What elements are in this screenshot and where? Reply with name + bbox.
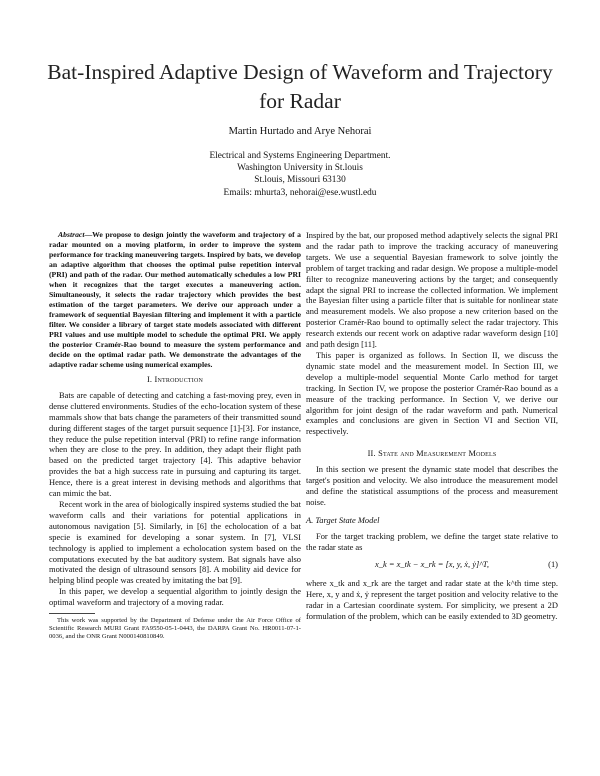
section-numeral: II. [367, 449, 376, 459]
equation-number: (1) [548, 559, 558, 570]
affiliation-line: Electrical and Systems Engineering Department. [209, 151, 391, 161]
section-title: State and Measurement Models [378, 449, 497, 459]
right-column [306, 230, 558, 622]
equation-1 [306, 556, 558, 574]
left-column [49, 230, 301, 642]
paper-authors: Martin Hurtado and Arye Nehorai [228, 126, 372, 137]
paper-title: Bat-Inspired Adaptive Design of Waveform and Trajectory for Radar [47, 60, 553, 113]
body-paragraph: Bats are capable of detecting and catching a fast-moving prey, even in dense cluttered environments. Studies of the echo-location system of these mammals show that bats change the parameters of their transmitted sound during different stages of the target pursuit sequence [1]-[3]. For instance, they reduce the pulse repetition interval (PRI) to refine range information when they are close to the prey. In addition, they adapt their flight path based on the predicted target trajectory [4]. This adaptive behavior provides the bat a high success rate in pursuing and capturing its target. Hence, there is a great interest in devising methods and algorithms that can mimic the bat. [49, 389, 301, 499]
affiliation-emails: Emails: mhurta3, nehorai@ese.wustl.edu [223, 187, 377, 198]
funding-footnote: This work was supported by the Department of Defense under the Air Force Office of Scientific Research MURI Grant FA9550-05-1-0443, the DARPA Grant No. HR0011-07-1-0036, and the ONR Grant N000140810849. [49, 617, 301, 641]
subsection-heading: A. Target State Model [306, 514, 380, 525]
abstract-label: Abstract [58, 230, 85, 239]
affiliation-line: Washington University in St.louis [237, 163, 363, 174]
body-paragraph: In this section we present the dynamic state model that describes the target's position and velocity. We also introduce the measurement model and define the statistical assumptions of the process and measurement noise. [306, 464, 558, 507]
section-title: Introduction [154, 375, 204, 384]
footnote-rule [49, 613, 95, 614]
equation-body: x_k = x_tk − x_rk = [x, y, ẋ, ẏ]^T, [375, 559, 489, 570]
section-heading-models [306, 449, 558, 460]
body-paragraph: This paper is organized as follows. In Section II, we discuss the dynamic state model and the measurement model. In Section III, we develop a multiple-model sequential Monte Carlo method for target tracking. In Section IV, we propose the posterior Cramér-Rao bound as a measure of the tracking performance. In Section V, we derive our algorithm for joint design of the radar waveform and path. Numerical examples and conclusions are given in Section VI and Section VII, respectively. [306, 349, 558, 437]
section-heading-introduction [49, 375, 301, 386]
body-paragraph: Inspired by the bat, our proposed method adaptively selects the signal PRI and the radar path to improve the tracking accuracy of maneuvering targets. We use a sequential Bayesian framework to solve jointly the problem of target tracking and radar design. We propose a multiple-model filter to recognize maneuvering actions by the target; and consequently adapt the signal PRI to increase the collected information. We implement the Bayesian filter using a particle filter that is suitable for nonlinear state and measurement models. We also propose a new criterion based on the posterior Cramér-Rao bound to optimally select the radar trajectory. This research extends our recent work on adaptive radar waveform design [10] and path design [11]. [306, 230, 558, 350]
body-paragraph: where x_tk and x_rk are the target and radar state at the k^th time step. Here, x, y and ẋ, ẏ represent the target position and velocity relative to the radar in a Cartesian coordinate system. For simplicity, we present a 2D formulation of the problem, which can be easily extended to 3D geometry. [306, 578, 558, 622]
affiliation-line: St.louis, Missouri 63130 [254, 175, 346, 186]
body-paragraph: Recent work in the area of biologically inspired systems studied the bat waveform calls and their variations for potential applications in autonomous navigation [5]. Similarly, in [6] the echolocation of a bat specie is examined for developing a sonar system. In [7], VLSI technology is applied to implement a echolocation system based on the computations executed by the bat auditory system. Bat signals have also motivated the design of ultrasound sensors [8]. A mobility aid device for helping blind people was created by imitating the bat [9]. [49, 498, 301, 586]
section-numeral: I. [146, 375, 153, 384]
abstract-text: —We propose to design jointly the waveform and trajectory of a radar mounted on a moving platform, in order to improve the system performance for tracking maneuvering targets. Inspired by bats, we develop an adaptive algorithm that chooses the optimal pulse repetition interval (PRI) and path of the radar. Our method automatically schedules a low PRI when it recognizes that the target executes a maneuvering action. Simultaneously, it selects the radar trajectory which provides the best estimation of the target parameters. We derive our approach under a framework of sequential Bayesian filtering and implement it with a particle filter. We consider a library of target state models associated with different PRI values and use multiple model to schedule the optimal PRI. We apply the posterior Cramér-Rao bound to measure the system performance and decide on the optimal radar path. We demonstrate the advantages of the adaptive radar scheme using numerical examples. [49, 230, 301, 369]
abstract [49, 230, 301, 370]
body-paragraph: In this paper, we develop a sequential algorithm to jointly design the optimal waveform and trajectory of a moving radar. [49, 586, 301, 608]
author-affiliation [0, 150, 600, 199]
body-paragraph: For the target tracking problem, we define the target state relative to the radar state as [306, 530, 558, 552]
